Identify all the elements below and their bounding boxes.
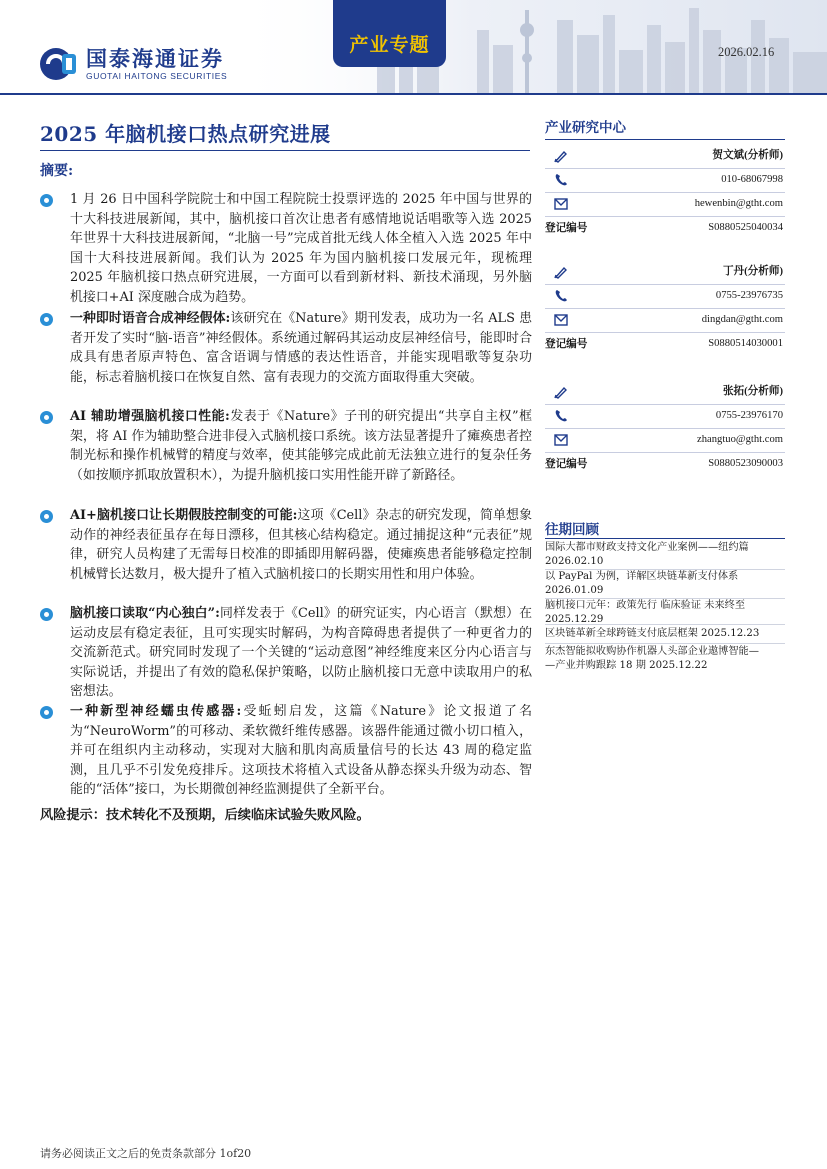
point-lead: 一种即时语音合成神经假体:	[70, 311, 231, 326]
analyst-name: 张拓(分析师)	[722, 386, 783, 397]
risk-warning: 风险提示：技术转化不及预期，后续临床试验失败风险。	[40, 808, 370, 823]
email-icon	[553, 312, 569, 328]
pen-icon	[553, 148, 569, 164]
point-text: 这项《Cell》杂志的研究发现，简单想象动作的神经表征虽存在每日漂移，但其核心结构稳定。通过捕捉这种“元表征”规律，研究人员构建了无需每日校准的即插即用解码器，使瘫痪患者能够稳定控制机械臂长达数月，极大提升了植入式脑机接口的长期实用性和用户体验。	[70, 508, 532, 582]
intro-paragraph: 1 月 26 日中国科学院院士和中国工程院院士投票评选的 2025 年中国与世界的十大科技进展新闻，其中，脑机接口首次让患者有感情地说话唱歌等入选 2025 年世界十大科技进展新闻，“北脑一号”完成首批无线人体全植入入选 2025 年中国十大科技进展新闻。我们认为 2025 年为国内脑机接口发展元年，现梳理 2025 年脑机接口热点研究进展，一方面可以看到新材料、新技术涌现，另外脑机接口+AI 深度融合成为趋势。	[70, 192, 532, 305]
review-date: 2025.12.29	[545, 614, 604, 625]
point-lead: 脑机接口读取“内心独白”:	[70, 606, 220, 621]
pen-icon	[553, 264, 569, 280]
analyst-email-row	[545, 192, 785, 216]
email-icon	[553, 432, 569, 448]
analyst-phone-row	[545, 404, 785, 428]
report-date: 2026.02.16	[718, 45, 775, 59]
bullet-icon	[40, 313, 53, 326]
review-title: 东杰智能拟收购协作机器人头部企业遨博智能—	[545, 646, 759, 657]
reg-label: 登记编号	[545, 222, 588, 234]
point-lead: 一种新型神经蠕虫传感器:	[70, 704, 242, 719]
analyst-phone: 0755-23976735	[715, 290, 783, 301]
analyst-reg-number: S0880514030001	[708, 338, 783, 349]
analyst-card	[545, 260, 785, 360]
review-title: 脑机接口元年：政策先行 临床验证 未来终至	[545, 600, 746, 611]
point-text: 同样发表于《Cell》的研究证实，内心语言（默想）在运动皮层有稳定表征，且可实现实时解码，为构音障碍患者提供了一种更省力的交流新范式。研究同时发现了一个关键的“运动意图”神经维度来区分内心语言与实际说话，并提出了有效的隐私保护策略，以防止脑机接口无意中读取用户的私密想法。	[70, 606, 532, 700]
phone-icon	[553, 408, 569, 424]
point-paragraph	[70, 702, 532, 800]
review-divider	[545, 643, 785, 644]
analyst-card	[545, 144, 785, 244]
title-divider	[40, 150, 530, 151]
analyst-reg-row	[545, 332, 785, 356]
analyst-card	[545, 380, 785, 480]
analyst-email[interactable]: dingdan@gtht.com	[701, 314, 783, 325]
analyst-email[interactable]: hewenbin@gtht.com	[694, 198, 783, 209]
analyst-phone: 010-68067998	[721, 174, 783, 185]
point-paragraph	[70, 604, 532, 702]
review-divider	[545, 624, 785, 625]
research-center-label: 产业研究中心	[545, 120, 626, 136]
analyst-reg-number: S0880523090003	[708, 458, 783, 469]
point-text: 受蚯蚓启发，这篇《Nature》论文报道了名为“NeuroWorm”的可移动、柔软微纤维传感器。该器件能通过微小切口植入，并可在组织内主动移动，实现对大脑和肌肉高质量信号的长达 43 周的稳定监测，且几乎不引发免疫排斥。这项技术将植入式设备从静态探头升级为动态、智能的“活体”接口，为长期微创神经监测提供了全新平台。	[70, 704, 532, 798]
review-title: 区块链革新全球跨链支付底层框架 2025.12.23	[545, 628, 760, 639]
bullet-icon	[40, 706, 53, 719]
review-date: 2026.01.09	[545, 585, 604, 596]
review-item[interactable]	[545, 599, 785, 627]
sidebar-divider	[545, 538, 785, 539]
logo-english-name: GUOTAI HAITONG SECURITIES	[86, 70, 228, 81]
analyst-email-row	[545, 428, 785, 452]
point-paragraph	[70, 506, 532, 584]
review-item[interactable]	[545, 645, 785, 673]
analyst-name: 贺文斌(分析师)	[712, 150, 783, 161]
review-title: 国际大都市财政支持文化产业案例——纽约篇	[545, 542, 749, 553]
bullet-icon	[40, 411, 53, 424]
abstract-label: 摘要:	[40, 163, 74, 179]
past-reviews-label: 往期回顾	[545, 522, 599, 538]
review-title: 以 PayPal 为例，详解区块链革新支付体系	[545, 571, 739, 582]
analyst-phone: 0755-23976170	[715, 410, 783, 421]
email-icon	[553, 196, 569, 212]
reg-label: 登记编号	[545, 338, 588, 350]
bullet-icon	[40, 194, 53, 207]
bullet-icon	[40, 510, 53, 523]
analyst-name-row	[545, 144, 785, 168]
report-type-tag: 产业专题	[333, 0, 446, 67]
analyst-email[interactable]: zhangtuo@gtht.com	[697, 434, 783, 445]
logo-chinese-name: 国泰海通证券	[86, 46, 224, 71]
analyst-phone-row	[545, 168, 785, 192]
analyst-phone-row	[545, 284, 785, 308]
point-text: 该研究在《Nature》期刊发表，成功为一名 ALS 患者开发了实时“脑-语音”神经假体。系统通过解码其运动皮层神经信号，能即时合成具有患者原声特色、富含语调与情感的表达性语音，并能实现唱歌等复杂功能，标志着脑机接口在恢复自然、富有表现力的交流方面取得重大突破。	[70, 311, 532, 385]
header-divider	[0, 93, 827, 95]
point-text: 发表于《Nature》子刊的研究提出“共享自主权”框架，将 AI 作为辅助整合进非侵入式脑机接口系统。该方法显著提升了瘫痪患者控制光标和操作机械臂的精度与效率，使其能够完成此前无法独立进行的复杂任务（如按顺序抓取放置积木），为提升脑机接口实用性能开辟了新路径。	[70, 409, 532, 483]
analyst-name: 丁丹(分析师)	[722, 266, 783, 277]
point-paragraph	[70, 407, 532, 485]
review-date: 2026.02.10	[545, 556, 604, 567]
review-item[interactable]	[545, 541, 785, 569]
page-header	[0, 0, 827, 95]
point-lead: AI+脑机接口让长期假肢控制变的可能:	[70, 508, 298, 523]
review-item[interactable]	[545, 570, 785, 598]
logo-mark-icon	[38, 46, 78, 82]
phone-icon	[553, 172, 569, 188]
point-paragraph	[70, 309, 532, 387]
phone-icon	[553, 288, 569, 304]
analyst-reg-row	[545, 216, 785, 240]
review-item[interactable]	[545, 627, 785, 641]
analyst-name-row	[545, 380, 785, 404]
reg-label: 登记编号	[545, 458, 588, 470]
analyst-reg-number: S0880525040034	[708, 222, 783, 233]
analyst-email-row	[545, 308, 785, 332]
sidebar-divider	[545, 139, 785, 140]
page-footer: 请务必阅读正文之后的免责条款部分 1of20	[40, 1147, 252, 1160]
bullet-icon	[40, 608, 53, 621]
report-title: 2025 年脑机接口热点研究进展	[40, 122, 331, 146]
point-lead: AI 辅助增强脑机接口性能:	[70, 409, 230, 424]
analyst-reg-row	[545, 452, 785, 476]
review-date: —产业并购跟踪 18 期 2025.12.22	[545, 660, 708, 671]
pen-icon	[553, 384, 569, 400]
analyst-name-row	[545, 260, 785, 284]
company-logo	[38, 46, 227, 82]
